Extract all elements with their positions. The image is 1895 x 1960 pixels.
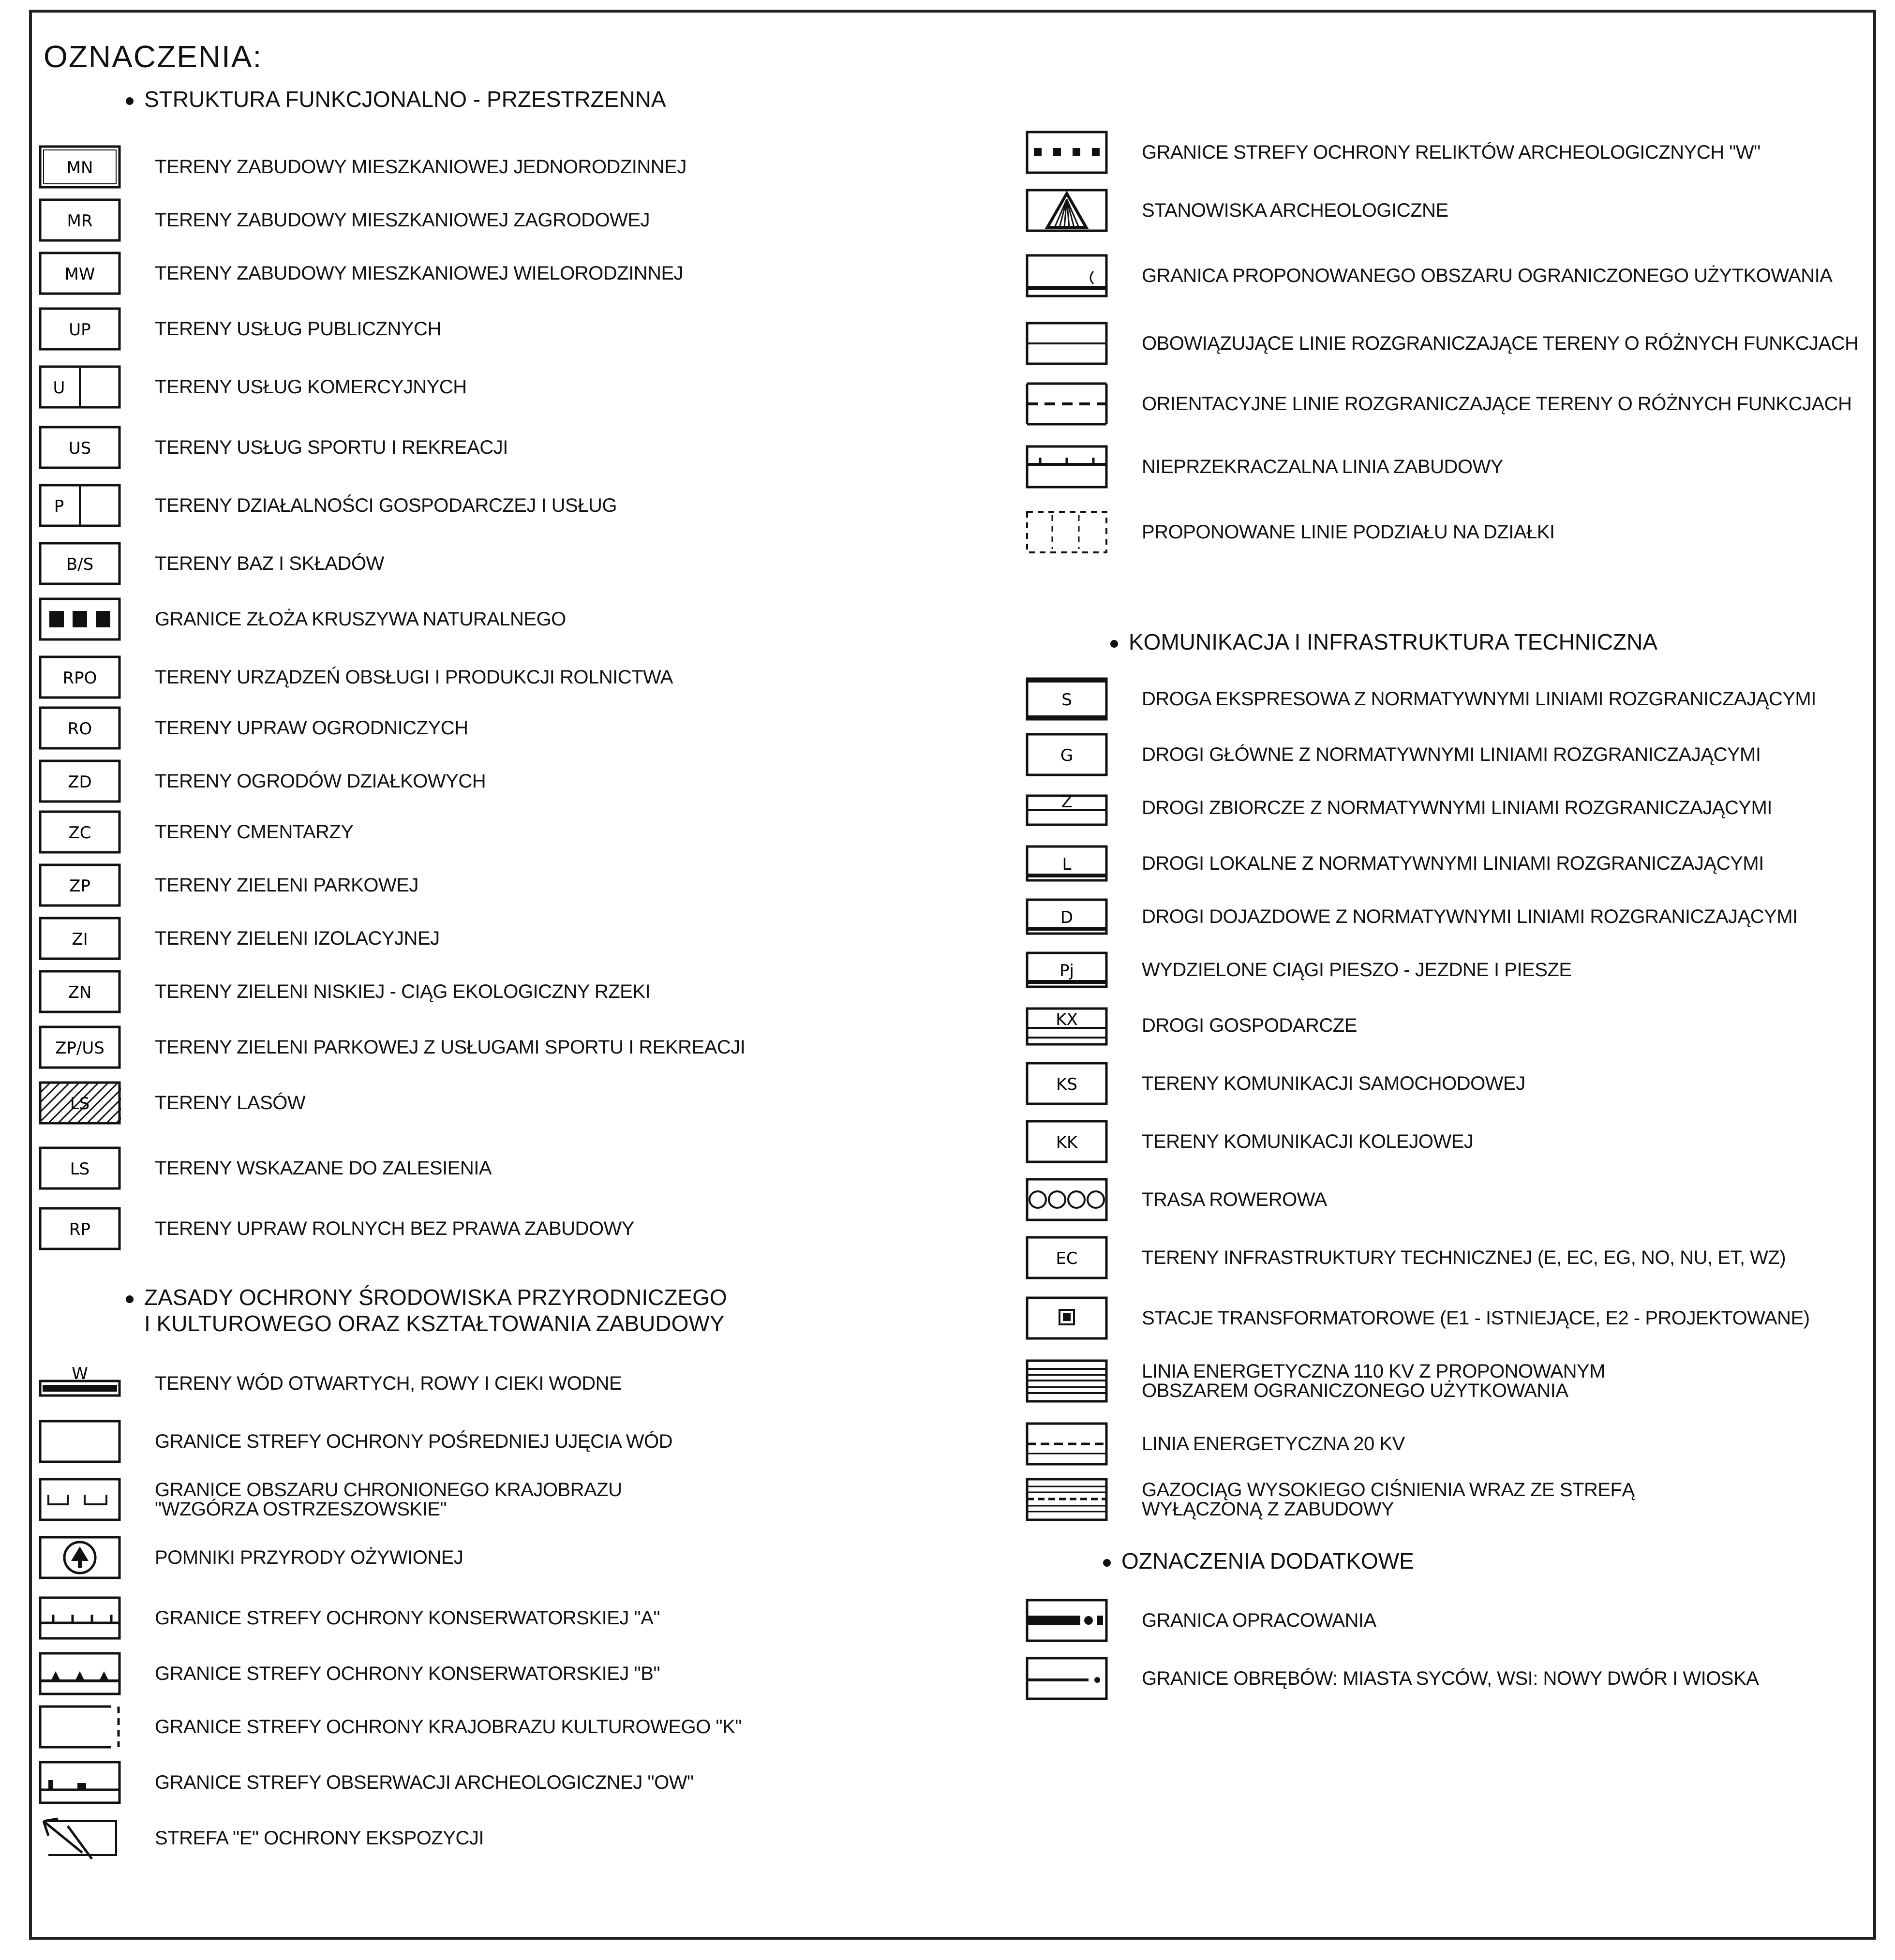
svg-text:L: L [1062, 855, 1072, 874]
legend-item [1026, 1178, 1895, 1226]
legend-symbol-icon [39, 1761, 121, 1804]
legend-symbol-icon [1026, 1359, 1108, 1403]
legend-label: TERENY ZIELENI NISKIEJ - CIĄG EKOLOGICZNY RZEKI [155, 980, 651, 1002]
legend-item [39, 307, 958, 356]
legend-title: OZNACZENIA: [44, 39, 263, 74]
legend-symbol-icon [1026, 733, 1108, 776]
legend-item [1026, 254, 1895, 302]
legend-item [1026, 1062, 1895, 1110]
bullet-icon [1110, 640, 1118, 648]
legend-label: TERENY KOMUNIKACJI KOLEJOWEJ [1142, 1130, 1474, 1152]
legend-label: GRANICE OBSZARU CHRONIONEGO KRAJOBRAZU "WZGÓRZA OSTRZESZOWSKIE" [155, 1479, 622, 1520]
legend-symbol-icon [1026, 1236, 1108, 1279]
legend-label: TERENY WSKAZANE DO ZALESIENIA [155, 1157, 492, 1179]
svg-text:ZP/US: ZP/US [55, 1039, 104, 1058]
legend-symbol-icon [39, 307, 121, 351]
legend-symbol-icon [1026, 842, 1108, 885]
legend-symbol-icon [1026, 1178, 1108, 1221]
legend-item [39, 1816, 958, 1865]
legend-symbol-icon [39, 1025, 121, 1069]
legend-symbol-icon [1026, 382, 1108, 426]
svg-text:RP: RP [69, 1220, 91, 1239]
svg-text:KX: KX [1056, 1010, 1078, 1029]
legend-item [1026, 322, 1895, 370]
legend-item [39, 1478, 958, 1526]
legend-label: TERENY URZĄDZEŃ OBSŁUGI I PRODUKCJI ROLNICTWA [155, 666, 673, 688]
svg-text:ZI: ZI [72, 930, 88, 949]
legend-label: STANOWISKA ARCHEOLOGICZNE [1142, 199, 1448, 221]
legend-symbol-icon [39, 1081, 121, 1125]
legend-label: DROGI ZBIORCZE Z NORMATYWNYMI LINIAMI ROZGRANICZAJĄCYMI [1142, 797, 1772, 818]
svg-text:G: G [1060, 746, 1074, 765]
legend-symbol-icon [39, 597, 121, 641]
svg-text:B/S: B/S [66, 555, 94, 574]
legend-symbol-icon [1026, 131, 1108, 174]
legend-label: TRASA ROWEROWA [1142, 1188, 1327, 1210]
legend-label: DROGI LOKALNE Z NORMATYWNYMI LINIAMI ROZGRANICZAJĄCYMI [1142, 852, 1764, 874]
svg-text:ZD: ZD [68, 772, 92, 792]
legend-label: LINIA ENERGETYCZNA 20 KV [1142, 1433, 1405, 1455]
svg-text:W: W [72, 1364, 88, 1383]
legend-symbol-icon [1026, 1296, 1108, 1340]
legend-item [39, 655, 958, 704]
legend-label: TERENY BAZ I SKŁADÓW [155, 552, 384, 574]
legend-item [39, 810, 958, 859]
section-functional-structure: STRUKTURA FUNKCJONALNO - PRZESTRZENNA [126, 86, 666, 112]
legend-symbol-icon [39, 1705, 121, 1749]
legend-label: GRANICA OPRACOWANIA [1142, 1609, 1376, 1631]
legend-symbol-icon [39, 252, 121, 295]
legend-symbol-icon [1026, 948, 1108, 992]
legend-symbol-icon [39, 145, 121, 189]
legend-item [1026, 131, 1895, 179]
legend-symbol-icon [39, 1478, 121, 1521]
legend-item [39, 706, 958, 755]
svg-text:ZC: ZC [68, 823, 91, 843]
legend-item [1026, 895, 1895, 943]
legend-item [39, 1025, 958, 1074]
legend-label: DROGI DOJAZDOWE Z NORMATYWNYMI LINIAMI ROZGRANICZAJĄCYMI [1142, 906, 1798, 927]
svg-text:RPO: RPO [62, 668, 97, 688]
legend-item [1026, 1296, 1895, 1345]
legend-item [39, 1652, 958, 1700]
legend-symbol-icon [39, 970, 121, 1013]
legend-symbol-icon [1026, 189, 1108, 232]
legend-item [39, 198, 958, 247]
legend-symbol-icon [1026, 1657, 1108, 1700]
legend-label: STREFA "E" OCHRONY EKSPOZYCJI [155, 1827, 484, 1849]
legend-item [39, 863, 958, 912]
legend-item [39, 1146, 958, 1195]
legend-label: GRANICE STREFY OCHRONY KRAJOBRAZU KULTUROWEGO "K" [155, 1716, 742, 1737]
legend-symbol-icon [39, 917, 121, 960]
legend-label: POMNIKI PRZYRODY OŻYWIONEJ [155, 1546, 463, 1568]
legend-item [39, 759, 958, 808]
legend-label: GRANICE STREFY OCHRONY POŚREDNIEJ UJĘCIA WÓD [155, 1430, 673, 1452]
legend-item [1026, 189, 1895, 237]
legend-label: WYDZIELONE CIĄGI PIESZO - JEZDNE I PIESZE [1142, 959, 1572, 980]
legend-symbol-icon [1026, 1599, 1108, 1642]
svg-text:EC: EC [1056, 1249, 1078, 1268]
legend-label: TERENY KOMUNIKACJI SAMOCHODOWEJ [1142, 1072, 1525, 1094]
legend-label: TERENY ZABUDOWY MIESZKANIOWEJ WIELORODZINNEJ [155, 262, 684, 284]
legend-item [1026, 445, 1895, 493]
legend-item [1026, 1599, 1895, 1647]
legend-item [39, 252, 958, 300]
section-communication-infrastructure: KOMUNIKACJA I INFRASTRUKTURA TECHNICZNA [1110, 629, 1657, 655]
legend-symbol-icon [39, 863, 121, 907]
svg-text:MR: MR [67, 211, 93, 231]
legend-item [39, 426, 958, 474]
legend-label: TERENY LASÓW [155, 1092, 306, 1114]
legend-symbol-icon [1026, 254, 1108, 297]
svg-text:S: S [1061, 690, 1072, 710]
legend-label: TERENY ZABUDOWY MIESZKANIOWEJ ZAGRODOWEJ [155, 209, 650, 231]
legend-symbol-icon [1026, 322, 1108, 365]
legend-symbol-icon [39, 542, 121, 585]
svg-text:MN: MN [66, 158, 93, 178]
legend-label: TERENY USŁUG SPORTU I REKREACJI [155, 436, 508, 458]
legend-item [1026, 382, 1895, 431]
legend-label: ORIENTACYJNE LINIE ROZGRANICZAJĄCE TERENY O RÓŻNYCH FUNKCJACH [1142, 393, 1852, 415]
legend-item [1026, 1004, 1895, 1052]
legend-item [39, 1420, 958, 1468]
section-additional-markings: OZNACZENIA DODATKOWE [1103, 1548, 1414, 1574]
legend-item [39, 145, 958, 193]
legend-symbol-icon [39, 426, 121, 469]
legend-item [39, 917, 958, 965]
legend-symbol-icon [1026, 445, 1108, 489]
svg-text:Pj: Pj [1059, 961, 1074, 980]
legend-symbol-icon [1026, 786, 1108, 830]
legend-symbol-icon [39, 1362, 121, 1405]
legend-item [39, 1705, 958, 1753]
legend-symbol-icon [39, 655, 121, 699]
svg-text:D: D [1060, 908, 1074, 927]
legend-item [39, 1362, 958, 1410]
legend-item [1026, 733, 1895, 781]
svg-text:UP: UP [69, 320, 91, 340]
legend-label: GRANICE STREFY OCHRONY RELIKTÓW ARCHEOLOGICZNYCH "W" [1142, 141, 1761, 163]
legend-label: NIEPRZEKRACZALNA LINIA ZABUDOWY [1142, 456, 1503, 477]
legend-symbol-icon [39, 759, 121, 803]
legend-symbol-icon [39, 1816, 121, 1860]
legend-item [39, 970, 958, 1018]
legend-item [1026, 1478, 1895, 1526]
svg-text:ZP: ZP [69, 876, 90, 896]
legend-label: GRANICE STREFY OBSERWACJI ARCHEOLOGICZNEJ "OW" [155, 1771, 694, 1793]
legend-symbol-icon [39, 810, 121, 854]
legend-item [1026, 842, 1895, 890]
svg-text:LS: LS [70, 1159, 90, 1179]
legend-item [1026, 786, 1895, 834]
svg-text:MW: MW [64, 265, 95, 284]
legend-label: STACJE TRANSFORMATOROWE (E1 - ISTNIEJĄCE, E2 - PROJEKTOWANE) [1142, 1307, 1810, 1329]
legend-item [1026, 510, 1895, 559]
svg-text:US: US [68, 439, 91, 458]
legend-symbol-icon [39, 1652, 121, 1695]
legend-item [1026, 1422, 1895, 1470]
legend-symbol-icon [1026, 1478, 1108, 1521]
legend-symbol-icon [39, 365, 121, 409]
legend-label: GRANICE STREFY OCHRONY KONSERWATORSKIEJ "B" [155, 1663, 660, 1684]
legend-item [1026, 1236, 1895, 1284]
legend-label: GAZOCIĄG WYSOKIEGO CIŚNIENIA WRAZ ZE STREFĄ WYŁĄCZONĄ Z ZABUDOWY [1142, 1479, 1635, 1520]
legend-item [1026, 1657, 1895, 1705]
legend-label: TERENY UPRAW ROLNYCH BEZ PRAWA ZABUDOWY [155, 1218, 634, 1239]
svg-text:KK: KK [1056, 1133, 1078, 1152]
legend-item [39, 1761, 958, 1809]
legend-label: DROGA EKSPRESOWA Z NORMATYWNYMI LINIAMI ROZGRANICZAJĄCYMI [1142, 688, 1816, 710]
legend-label: TERENY CMENTARZY [155, 821, 354, 843]
svg-text:ZN: ZN [68, 983, 92, 1002]
legend-item [1026, 1359, 1895, 1408]
legend-item [1026, 1120, 1895, 1168]
legend-label: LINIA ENERGETYCZNA 110 KV Z PROPONOWANYM OBSZAREM OGRANICZONEGO UŻYTKOWANIA [1142, 1361, 1605, 1401]
svg-text:KS: KS [1056, 1075, 1077, 1094]
svg-text:U: U [53, 378, 65, 398]
legend-item [39, 1207, 958, 1255]
legend-item [39, 1081, 958, 1129]
legend-label: TERENY UPRAW OGRODNICZYCH [155, 717, 468, 739]
legend-symbol-icon [39, 198, 121, 242]
legend-label: GRANICE STREFY OCHRONY KONSERWATORSKIEJ "A" [155, 1607, 660, 1629]
legend-symbol-icon [1026, 677, 1108, 721]
svg-text:LS: LS [70, 1094, 90, 1114]
legend-label: OBOWIĄZUJĄCE LINIE ROZGRANICZAJĄCE TERENY O RÓŻNYCH FUNKCJACH [1142, 332, 1859, 354]
legend-symbol-icon [39, 706, 121, 750]
legend-symbol-icon [1026, 1062, 1108, 1105]
legend-label: DROGI GOSPODARCZE [1142, 1014, 1357, 1036]
legend-symbol-icon [39, 1596, 121, 1640]
legend-item [39, 484, 958, 532]
legend-item [39, 1596, 958, 1645]
bullet-icon [126, 1295, 134, 1303]
legend-symbol-icon [1026, 510, 1108, 554]
legend-label: TERENY ZABUDOWY MIESZKANIOWEJ JEDNORODZINNEJ [155, 156, 686, 178]
legend-symbol-icon [1026, 895, 1108, 938]
legend-symbol-icon [1026, 1004, 1108, 1047]
legend-item [39, 542, 958, 590]
bullet-icon [1103, 1559, 1111, 1567]
legend-label: TERENY OGRODÓW DZIAŁKOWYCH [155, 770, 486, 792]
legend-label: TERENY ZIELENI IZOLACYJNEJ [155, 927, 440, 949]
legend-item [39, 1536, 958, 1584]
legend-label: TERENY USŁUG PUBLICZNYCH [155, 318, 441, 340]
legend-item [39, 597, 958, 646]
legend-label: TERENY DZIAŁALNOŚCI GOSPODARCZEJ I USŁUG [155, 494, 617, 516]
legend-label: GRANICE ZŁOŻA KRUSZYWA NATURALNEGO [155, 608, 566, 630]
legend-symbol-icon [1026, 1422, 1108, 1466]
legend-label: GRANICA PROPONOWANEGO OBSZARU OGRANICZONEGO UŻYTKOWANIA [1142, 265, 1833, 286]
legend-item [1026, 948, 1895, 996]
legend-label: DROGI GŁÓWNE Z NORMATYWNYMI LINIAMI ROZGRANICZAJĄCYMI [1142, 743, 1761, 765]
svg-text:Z: Z [1061, 792, 1073, 812]
legend-symbol-icon [1026, 1120, 1108, 1163]
legend-symbol-icon [39, 1420, 121, 1463]
legend-label: TERENY USŁUG KOMERCYJNYCH [155, 376, 467, 398]
legend-symbol-icon [39, 1146, 121, 1190]
legend-item [39, 365, 958, 414]
legend-symbol-icon [39, 1207, 121, 1250]
legend-label: GRANICE OBRĘBÓW: MIASTA SYCÓW, WSI: NOWY DWÓR I WIOSKA [1142, 1667, 1759, 1689]
legend-item [1026, 677, 1895, 726]
svg-text:RO: RO [67, 719, 92, 739]
svg-text:P: P [54, 497, 64, 516]
legend-label: TERENY ZIELENI PARKOWEJ Z USŁUGAMI SPORTU I REKREACJI [155, 1036, 746, 1058]
section-environment-protection: ZASADY OCHRONY ŚRODOWISKA PRZYRODNICZEGO I KULTUROWEGO ORAZ KSZTAŁTOWANIA ZABUDOWY [126, 1284, 727, 1336]
legend-label: TERENY INFRASTRUKTURY TECHNICZNEJ (E, EC, EG, NO, NU, ET, WZ) [1142, 1247, 1786, 1268]
legend-label: TERENY WÓD OTWARTYCH, ROWY I CIEKI WODNE [155, 1372, 622, 1394]
legend-label: PROPONOWANE LINIE PODZIAŁU NA DZIAŁKI [1142, 521, 1555, 543]
bullet-icon [126, 97, 134, 105]
legend-label: TERENY ZIELENI PARKOWEJ [155, 874, 418, 896]
legend-symbol-icon [39, 484, 121, 527]
legend-symbol-icon [39, 1536, 121, 1579]
